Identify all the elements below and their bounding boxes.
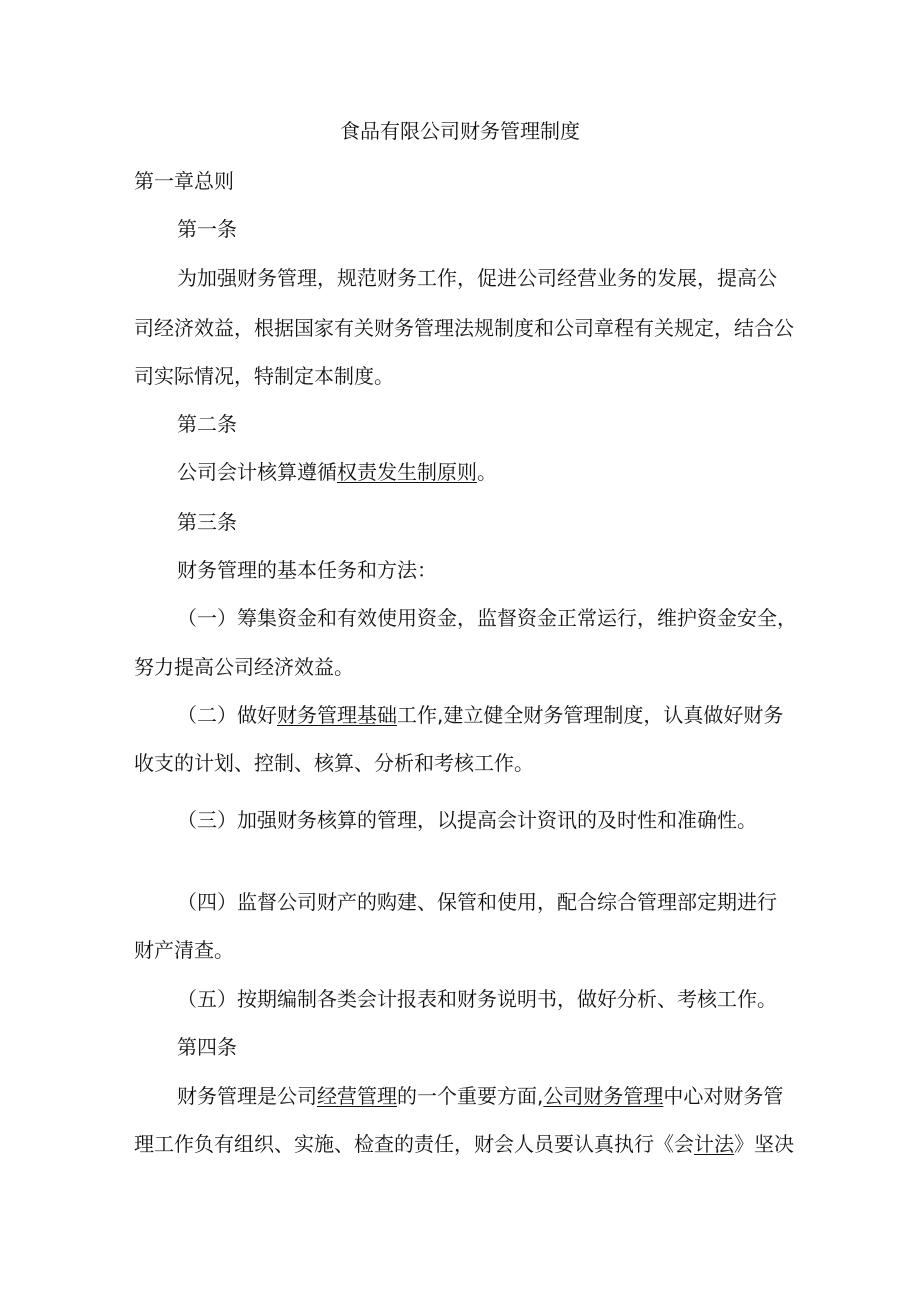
- article-2-text: [177, 462, 497, 482]
- article-3-item-3: （三）加强财务核算的管理，以提高会计资讯的及时性和准确性。: [177, 808, 757, 832]
- article-3-item-5: （五）按期编制各类会计报表和财务说明书，做好分析、考核工作。: [177, 987, 777, 1011]
- accrual-basis-link[interactable]: 权责发生制原则: [337, 460, 477, 484]
- article-4-text-c: 中心对财务管: [663, 1084, 784, 1108]
- article-3-item-2-line-1: [177, 705, 783, 725]
- company-financial-management-link[interactable]: 公司财务管理: [543, 1084, 664, 1108]
- article-4-text-a: 财务管理是公司: [177, 1084, 317, 1108]
- article-4-heading: 第四条: [177, 1035, 237, 1059]
- article-4-line-2: [134, 1134, 794, 1154]
- financial-management-basics-link[interactable]: 财务管理基础: [277, 703, 397, 727]
- item-2-suffix: 工作,建立健全财务管理制度，认真做好财务: [397, 703, 784, 727]
- operations-management-link[interactable]: 经营管理: [317, 1084, 397, 1108]
- article-4-text-d: 理工作负有组织、实施、检查的责任，财会人员要认真执行《会: [134, 1132, 694, 1156]
- chapter-heading: 第一章总则: [134, 169, 234, 193]
- article-2-text-before: 公司会计核算遵循: [177, 460, 337, 484]
- document-title: 食品有限公司财务管理制度: [340, 119, 580, 143]
- accounting-law-link[interactable]: 计法: [694, 1132, 734, 1156]
- article-3-item-2-line-2: 收支的计划、控制、核算、分析和考核工作。: [134, 751, 534, 775]
- article-1-heading: 第一条: [177, 217, 237, 241]
- article-3-item-4-line-1: （四）监督公司财产的购建、保管和使用，配合综合管理部定期进行: [177, 890, 777, 914]
- article-3-item-1-line-1: （一）筹集资金和有效使用资金，监督资金正常运行，维护资金安全，: [177, 606, 797, 630]
- article-3-intro: 财务管理的基本任务和方法：: [177, 558, 437, 582]
- article-4-text-b: 的一个重要方面,: [397, 1084, 544, 1108]
- article-4-text-e: 》坚决: [734, 1132, 794, 1156]
- article-1-line-3: 司实际情况，特制定本制度。: [134, 364, 394, 388]
- article-1-line-1: 为加强财务管理，规范财务工作，促进公司经营业务的发展，提高公: [177, 266, 777, 290]
- item-2-prefix: （二）做好: [177, 703, 277, 727]
- article-4-line-1: [177, 1086, 783, 1106]
- article-1-line-2: 司经济效益，根据国家有关财务管理法规制度和公司章程有关规定，结合公: [134, 316, 794, 340]
- article-3-item-4-line-2: 财产清查。: [134, 938, 234, 962]
- article-2-heading: 第二条: [177, 412, 237, 436]
- article-3-heading: 第三条: [177, 510, 237, 534]
- article-2-text-after: 。: [477, 460, 497, 484]
- article-3-item-1-line-2: 努力提高公司经济效益。: [134, 655, 354, 679]
